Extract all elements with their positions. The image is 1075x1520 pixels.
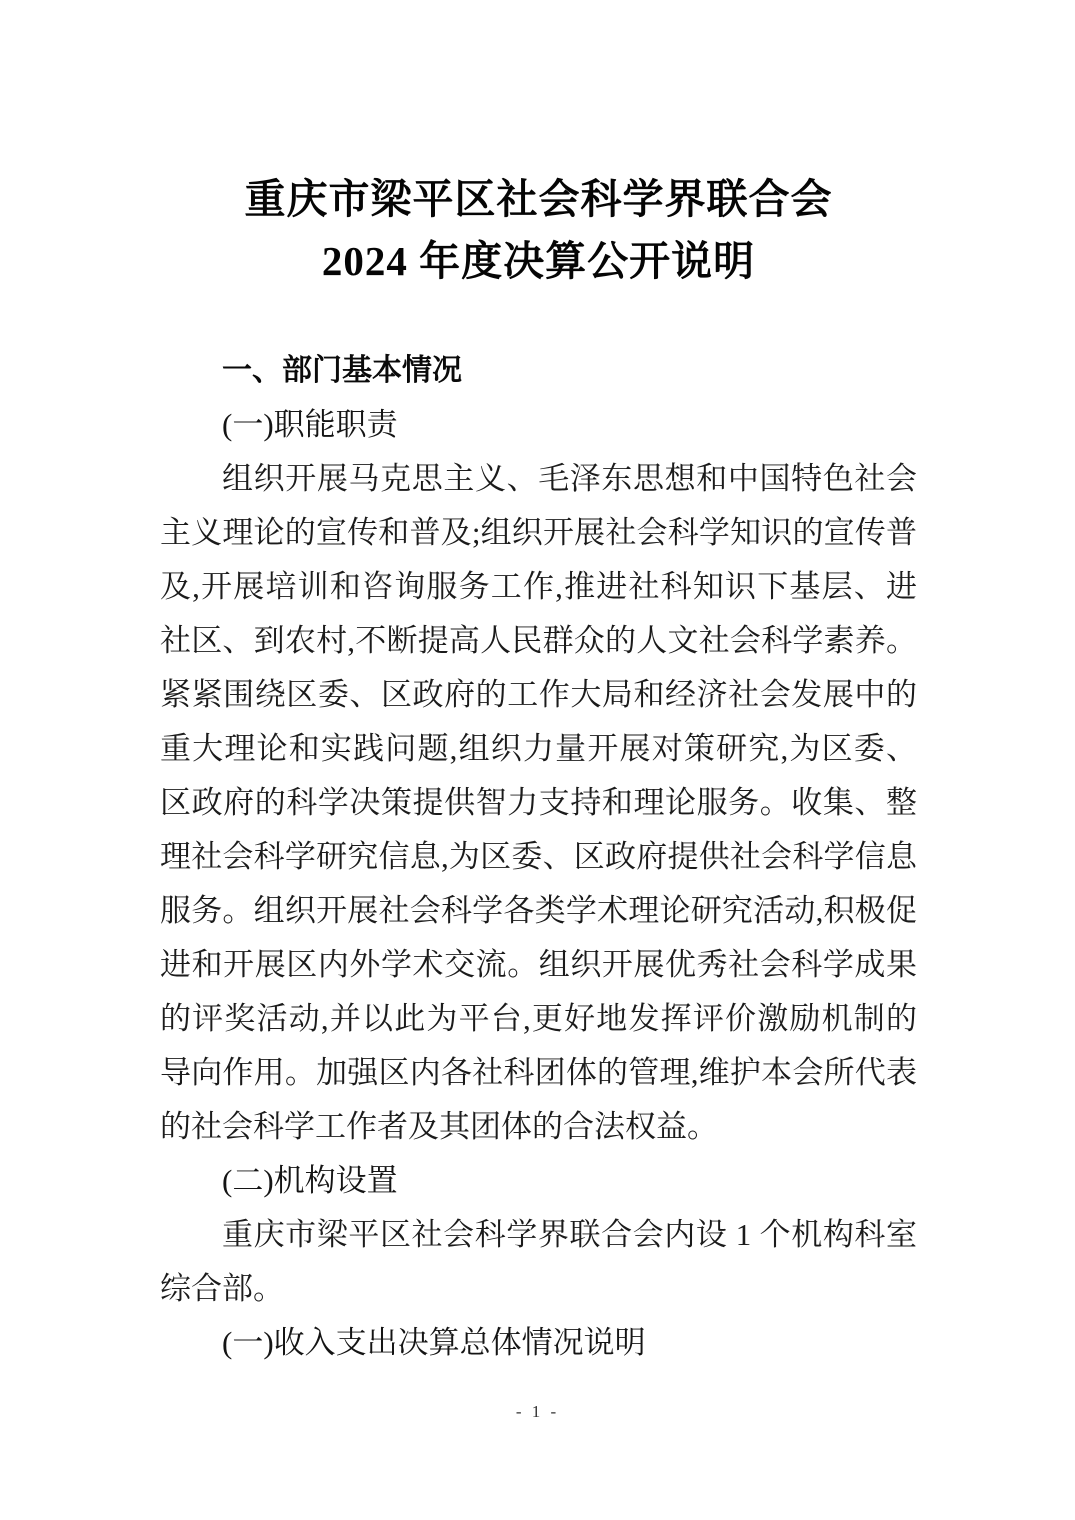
document-title <box>160 168 917 292</box>
page-number: - 1 - <box>515 1402 560 1421</box>
subheading-duties: (一)职能职责 <box>222 407 398 442</box>
subheading-budget-overview: (一)收入支出决算总体情况说明 <box>222 1325 646 1360</box>
subheading-org-structure: (二)机构设置 <box>222 1163 398 1198</box>
document-title-line1: 重庆市梁平区社会科学界联合会 <box>244 176 833 222</box>
document-title-line2: 2024 年度决算公开说明 <box>321 238 756 284</box>
paragraph-duties: 组织开展马克思主义、毛泽东思想和中国特色社会主义理论的宣传和普及;组织开展社会科学知识的宣传普及,开展培训和咨询服务工作,推进社科知识下基层、进社区、到农村,不断提高人民群众的人文社会科学素养。紧紧围绕区委、区政府的工作大局和经济社会发展中的重大理论和实践问题,组织力量开展对策研究,为区委、区政府的科学决策提供智力支持和理论服务。收集、整理社会科学研究信息,为区委、区政府提供社会科学信息服务。组织开展社会科学各类学术理论研究活动,积极促进和开展区内外学术交流。组织开展优秀社会科学成果的评奖活动,并以此为平台,更好地发挥评价激励机制的导向作用。加强区内各社科团体的管理,维护本会所代表的社会科学工作者及其团体的合法权益。 <box>160 461 917 1144</box>
section-heading-basic-info: 一、部门基本情况 <box>222 354 462 387</box>
paragraph-org-structure: 重庆市梁平区社会科学界联合会内设 1 个机构科室综合部。 <box>160 1217 917 1306</box>
document-body <box>160 168 917 1370</box>
